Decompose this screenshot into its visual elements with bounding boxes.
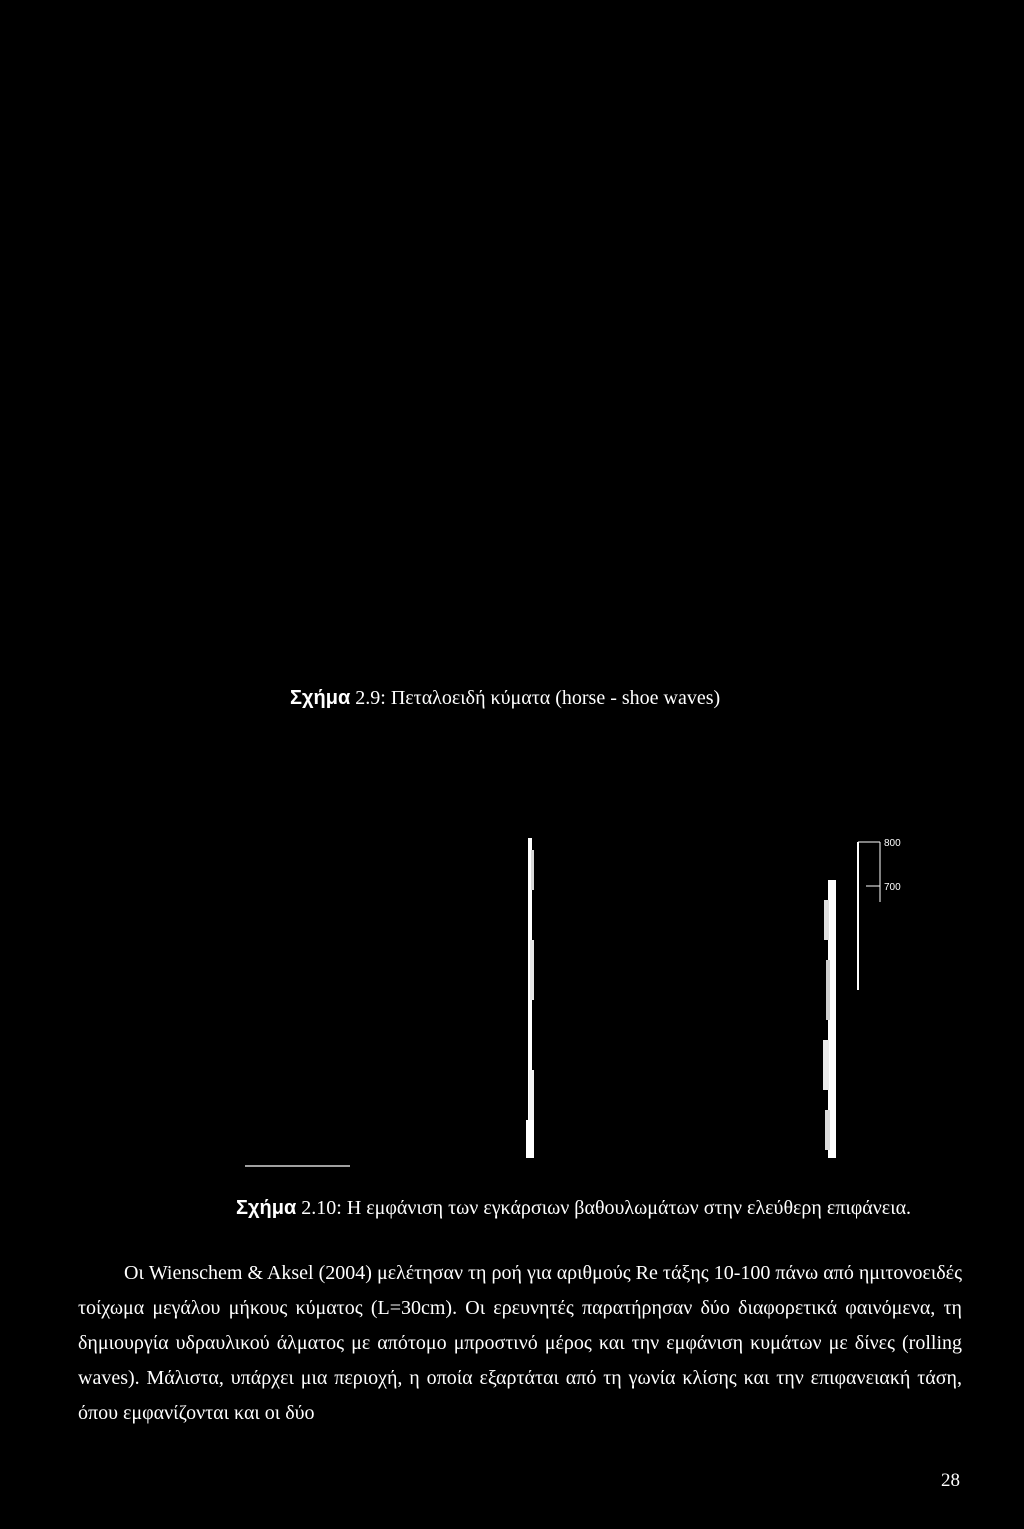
figure-2-10-image [0,820,1024,1180]
figure-2-9-label: Σχήμα [290,687,351,709]
figure-2-10-right-strip [823,880,836,1158]
figure-2-10-text: : Η εμφάνιση των εγκάρσιων βαθουλωμάτων στην ελεύθερη επιφάνεια. [336,1197,912,1219]
scale-label-800: 800 [884,838,901,849]
figure-2-9-text: : Πεταλοειδή κύματα (horse - shoe waves) [380,687,721,709]
body-paragraph: Οι Wienschem & Aksel (2004) μελέτησαν τη ροή για αριθμούς Re τάξης 10-100 πάνω από ημιτονοειδές τοίχωμα μεγάλου μήκους κύματος (L=30cm). Οι ερευνητές παρατήρησαν δύο διαφορετικά φαινόμενα, τη δημιουργία υδραυλικού άλματος με απότομο μπροστινό μέρος και την εμφάνιση κυμάτων με δίνες (rolling waves). Μάλιστα, υπάρχει μια περιοχή, η οποία εξαρτάται από τη γωνία κλίσης και την επιφανειακή τάση, όπου εμφανίζονται και οι δύο [78,1262,962,1424]
figure-2-9-image [0,0,1024,660]
page-number: 28 [941,1470,960,1491]
figure-2-9-caption [290,686,720,710]
figure-2-10-scale-ruler [858,842,880,990]
figure-2-10-number: 2.10 [296,1197,337,1219]
figure-2-9-number: 2.9 [350,687,381,709]
figure-2-10-left-strip [526,838,534,1158]
figure-2-10-drawing [0,820,1024,1180]
scale-label-700: 700 [884,882,901,893]
figure-2-10-caption [236,1196,911,1220]
figure-2-10-label: Σχήμα [236,1197,297,1219]
